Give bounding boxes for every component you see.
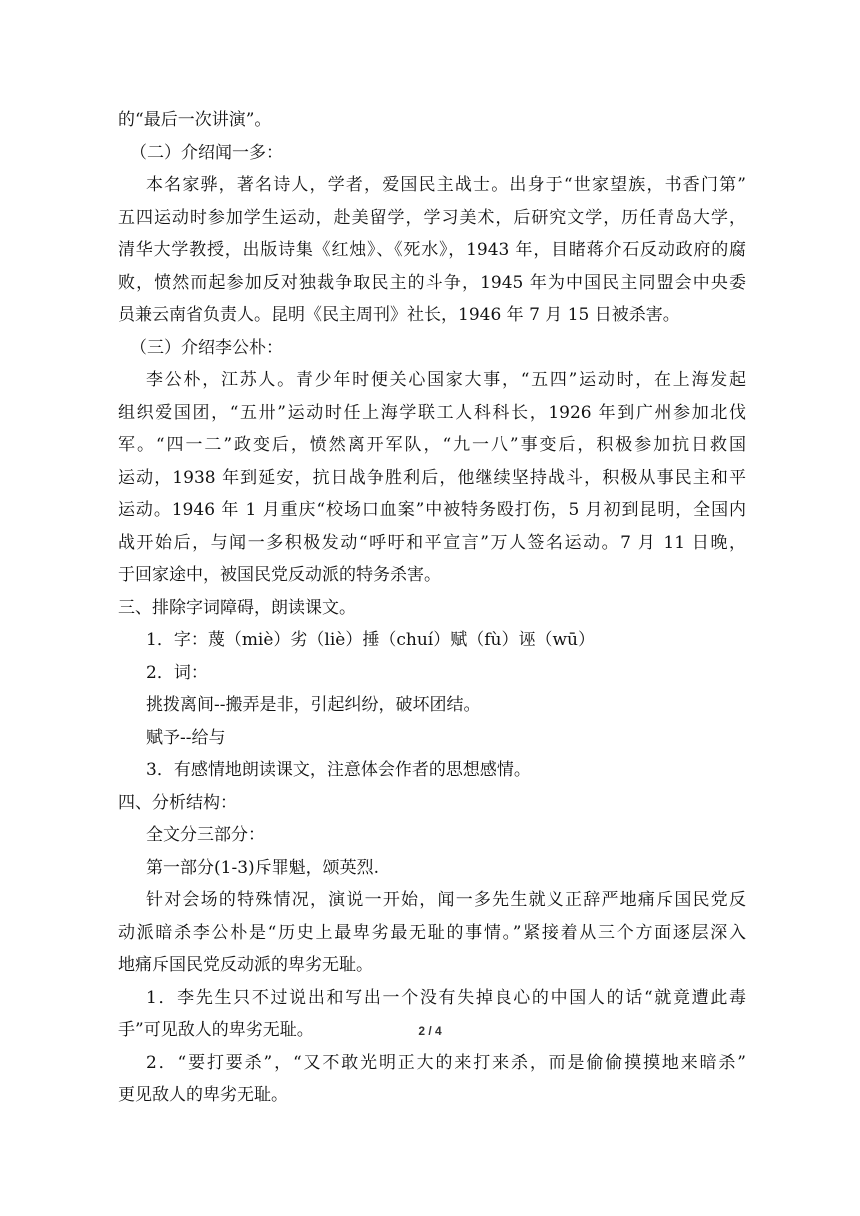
text-line: 更见敌人的卑劣无耻。 — [118, 1085, 288, 1105]
text-line: 运动，1938 年到延安，抗日战争胜利后，他继续坚持战斗，积极从事民主和平 — [118, 467, 746, 488]
page-number: 2 / 4 — [418, 1024, 442, 1038]
text-line: 赋予--给与 — [146, 727, 226, 748]
text-line: 五四运动时参加学生运动，赴美留学，学习美术，后研究文学，历任青岛大学， — [118, 207, 746, 228]
text-line: 本名家骅，著名诗人，学者，爱国民主战士。出身于“世家望族，书香门第” — [146, 175, 746, 195]
text-line: 第一部分(1-3)斥罪魁，颂英烈. — [146, 857, 380, 878]
text-line: 手”可见敌人的卑劣无耻。 — [118, 1020, 314, 1040]
text-line: 2．“要打要杀”，“又不敢光明正大的来打来杀，而是偷偷摸摸地来暗杀” — [146, 1052, 746, 1073]
text-line: 清华大学教授，出版诗集《红烛》、《死水》，1943 年，目睹蒋介石反动政府的腐 — [118, 240, 746, 260]
section-heading: （三）介绍李公朴： — [130, 337, 283, 358]
text-line: 挑拨离间--搬弄是非，引起纠纷，破坏团结。 — [146, 695, 481, 715]
document-body — [118, 104, 746, 1112]
text-line: 于回家途中，被国民党反动派的特务杀害。 — [118, 565, 441, 585]
text-line: 李公朴，江苏人。青少年时便关心国家大事，“五四”运动时，在上海发起 — [146, 370, 746, 390]
section-heading: 三、排除字词障碍，朗读课文。 — [118, 597, 356, 618]
text-line: 运动。1946 年 1 月重庆“校场口血案”中被特务殴打伤，5 月初到昆明，全国内 — [118, 500, 746, 520]
text-line: 动派暗杀李公朴是“历史上最卑劣最无耻的事情。”紧接着从三个方面逐层深入 — [118, 922, 746, 943]
text-line: 1．李先生只不过说出和写出一个没有失掉良心的中国人的话“就竟遭此毒 — [146, 987, 746, 1008]
section-heading: 四、分析结构： — [118, 792, 237, 813]
text-line: 战开始后，与闻一多积极发动“呼吁和平宣言”万人签名运动。7 月 11 日晚， — [118, 532, 746, 553]
text-line: 针对会场的特殊情况，演说一开始，闻一多先生就义正辞严地痛斥国民党反 — [146, 890, 746, 910]
text-line: 全文分三部分： — [146, 825, 265, 845]
text-line: 的“最后一次讲演”。 — [118, 110, 272, 130]
section-heading: （二）介绍闻一多： — [130, 142, 283, 163]
text-line: 3．有感情地朗读课文，注意体会作者的思想感情。 — [146, 760, 531, 780]
text-line: 2．词： — [146, 662, 208, 683]
text-line: 组织爱国团，“五卅”运动时任上海学联工人科科长，1926 年到广州参加北伐 — [118, 402, 746, 423]
text-line: 1．字：蔑（miè）劣（liè）捶（chuí）赋（fù）诬（wū） — [146, 630, 595, 650]
text-line: 地痛斥国民党反动派的卑劣无耻。 — [118, 955, 373, 975]
text-line: 员兼云南省负责人。昆明《民主周刊》社长，1946 年 7 月 15 日被杀害。 — [118, 305, 680, 325]
text-line: 败，愤然而起参加反对独裁争取民主的斗争，1945 年为中国民主同盟会中央委 — [118, 272, 746, 293]
text-line: 军。“四一二”政变后，愤然离开军队，“九一八”事变后，积极参加抗日救国 — [118, 435, 746, 455]
